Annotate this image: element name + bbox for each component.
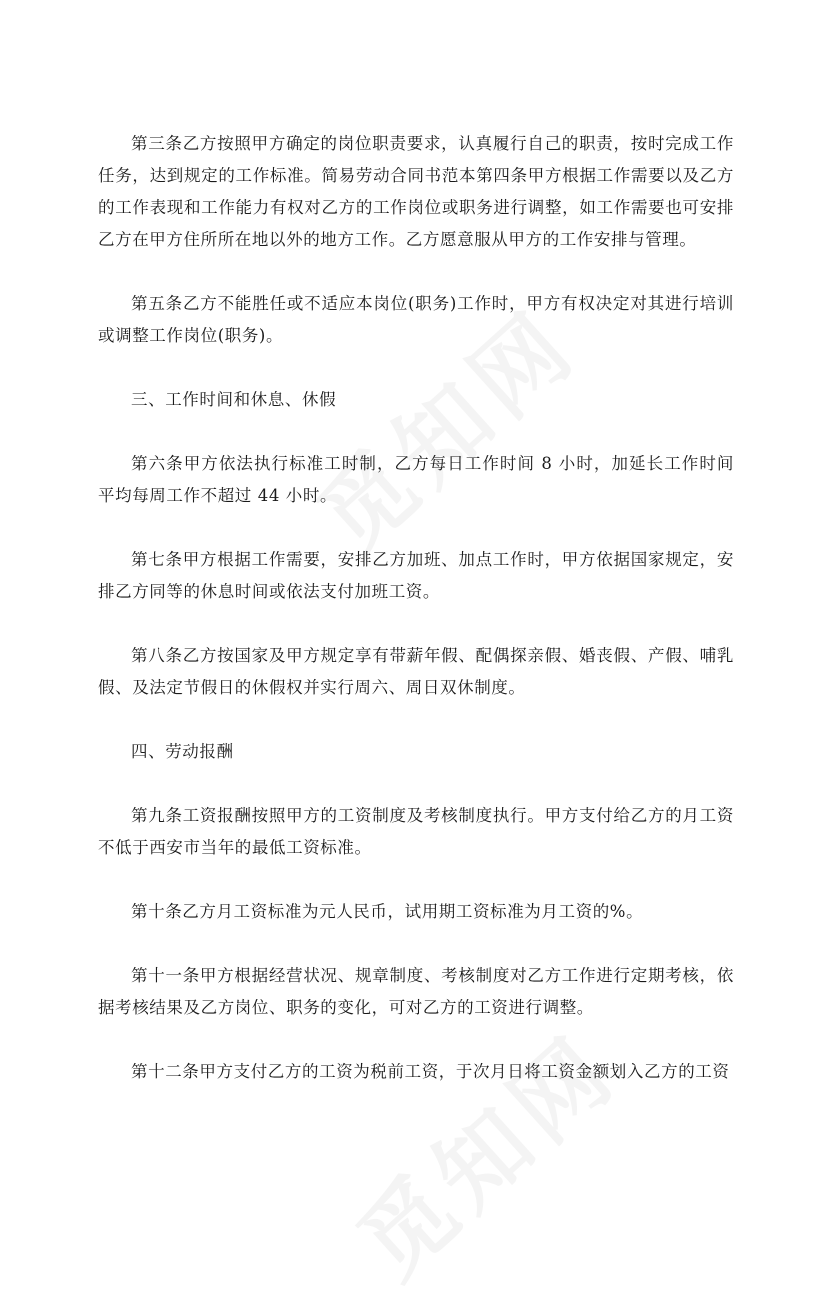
paragraph-article-9: 第九条工资报酬按照甲方的工资制度及考核制度执行。甲方支付给乙方的月工资不低于西安市当年的最低工资标准。 <box>98 806 734 857</box>
section-heading-working-hours: 三、工作时间和休息、休假 <box>131 390 337 409</box>
paragraph-article-6: 第六条甲方依法执行标准工时制，乙方每日工作时间 8 小时，加延长工作时间平均每周工作不超过 44 小时。 <box>98 454 734 505</box>
paragraph-article-10: 第十条乙方月工资标准为元人民币，试用期工资标准为月工资的%。 <box>131 902 644 921</box>
paragraph-article-7: 第七条甲方根据工作需要，安排乙方加班、加点工作时，甲方依据国家规定，安排乙方同等的休息时间或依法支付加班工资。 <box>98 550 734 601</box>
paragraph-article-3-4: 第三条乙方按照甲方确定的岗位职责要求，认真履行自己的职责，按时完成工作任务，达到规定的工作标准。简易劳动合同书范本第四条甲方根据工作需要以及乙方的工作表现和工作能力有权对乙方的工作岗位或职务进行调整，如工作需要也可安排乙方在甲方住所所在地以外的地方工作。乙方愿意服从甲方的工作安排与管理。 <box>98 134 734 249</box>
paragraph-article-5: 第五条乙方不能胜任或不适应本岗位(职务)工作时，甲方有权决定对其进行培训或调整工作岗位(职务)。 <box>98 294 734 345</box>
paragraph-article-8: 第八条乙方按国家及甲方规定享有带薪年假、配偶探亲假、婚丧假、产假、哺乳假、及法定节假日的休假权并实行周六、周日双休制度。 <box>98 646 734 697</box>
paragraph-article-11: 第十一条甲方根据经营状况、规章制度、考核制度对乙方工作进行定期考核，依据考核结果及乙方岗位、职务的变化，可对乙方的工资进行调整。 <box>98 966 734 1017</box>
document-body <box>98 128 734 1088</box>
section-heading-remuneration: 四、劳动报酬 <box>131 742 234 761</box>
paragraph-article-12: 第十二条甲方支付乙方的工资为税前工资，于次月日将工资金额划入乙方的工资 <box>131 1062 730 1081</box>
